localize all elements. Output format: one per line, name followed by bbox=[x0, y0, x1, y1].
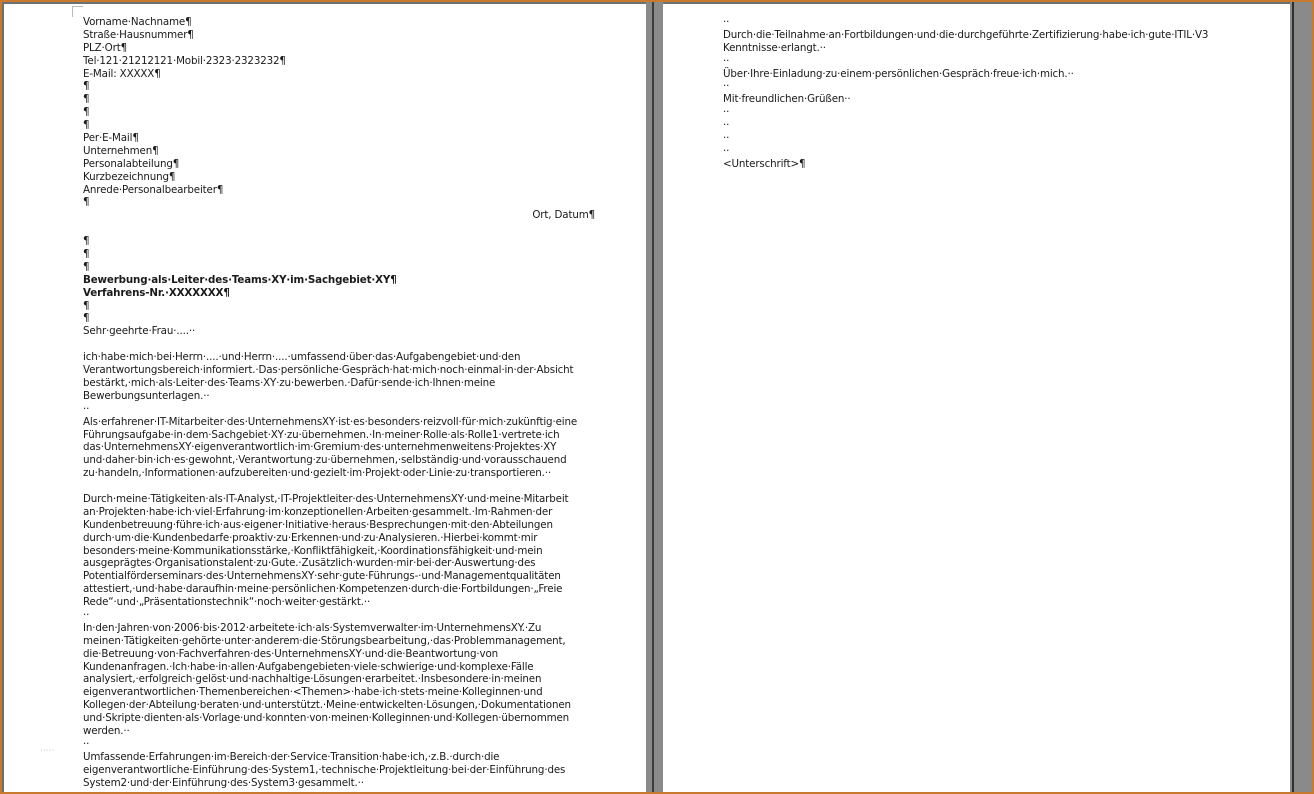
text-line[interactable]: System2·und·der·Einführung·des·System3·gesammelt.·· bbox=[83, 776, 364, 789]
text-line[interactable]: an·Projekten·habe·ich·viel·Erfahrung·im·konzeptionellen·Arbeiten·gesammelt.·Im·Rahmen·der bbox=[83, 505, 553, 518]
text-line[interactable]: ·· bbox=[723, 80, 730, 93]
text-line[interactable]: Durch·die·Teilnahme·an·Fortbildungen·und·die·durchgeführte·Zertifizierung·habe·ich·gute·ITIL·V3 bbox=[723, 28, 1209, 41]
text-line[interactable]: zu·handeln,·Informationen·aufzubereiten·und·gezielt·im·Projekt·oder·Linie·zu·transportieren.·· bbox=[83, 467, 552, 480]
text-line[interactable]: bestärkt,·mich·als·Leiter·des·Teams·XY·zu·bewerben.·Dafür·sende·ich·Ihnen·meine bbox=[83, 376, 496, 389]
text-line[interactable]: Unternehmen¶ bbox=[83, 144, 159, 157]
text-line[interactable]: Kurzbezeichnung¶ bbox=[83, 170, 176, 183]
text-line[interactable]: eigenverantwortliche·Einführung·des·System1,·technische·Projektleitung·bei·der·Einführung·des bbox=[83, 763, 566, 776]
text-line[interactable]: ¶ bbox=[83, 260, 90, 273]
text-line[interactable]: Kenntnisse·erlangt.·· bbox=[723, 41, 826, 54]
text-line[interactable]: Tel·121·21212121·Mobil·2323·2323232¶ bbox=[83, 54, 286, 67]
text-line[interactable]: und·Skripte·dienten·als·Vorlage·und·konnten·von·meinen·Kolleginnen·und·Kollegen·übernommen bbox=[83, 712, 570, 725]
text-line[interactable]: Vorname·Nachname¶ bbox=[83, 16, 192, 28]
text-line[interactable]: ¶ bbox=[83, 299, 90, 312]
text-line[interactable]: durch·um·die·Kundenbedarfe·proaktiv·zu·Erkennen·und·zu·Analysieren.·Hierbei·kommt·mir bbox=[83, 531, 538, 544]
text-line[interactable] bbox=[83, 480, 595, 493]
text-line[interactable]: Umfassende·Erfahrungen·im·Bereich·der·Service·Transition·habe·ich,·z.B.·durch·die bbox=[83, 750, 500, 763]
text-line[interactable]: werden.·· bbox=[83, 724, 130, 737]
text-line[interactable]: ¶ bbox=[83, 119, 90, 132]
text-line[interactable]: ¶ bbox=[83, 235, 90, 248]
text-line[interactable]: analysiert,·erfolgreich·gelöst·und·nachhaltige·Lösungen·erarbeitet.·Insbesondere·in·meinen bbox=[83, 673, 542, 686]
text-line[interactable]: In·den·Jahren·von·2006·bis·2012·arbeitete·ich·als·Systemverwalter·im·UnternehmensXY.·Zu bbox=[83, 621, 542, 634]
text-line[interactable]: Bewerbungsunterlagen.·· bbox=[83, 389, 210, 402]
text-line[interactable]: Kundenanfragen.·Ich·habe·in·allen·Aufgabengebieten·viele·schwierige·und·komplexe·Fälle bbox=[83, 660, 534, 673]
text-line[interactable]: Führungsaufgabe·in·dem·Sachgebiet·XY·zu·übernehmen.·In·meiner·Rolle·als·Rolle1·vertrete·ich bbox=[83, 428, 560, 441]
text-line[interactable]: ·· bbox=[723, 54, 730, 67]
text-line[interactable]: Sehr·geehrte·Frau·....·· bbox=[83, 325, 196, 338]
text-line[interactable]: Mit·freundlichen·Grüßen·· bbox=[723, 93, 851, 106]
text-line[interactable]: PLZ·Ort¶ bbox=[83, 41, 127, 54]
text-line[interactable]: Personalabteilung¶ bbox=[83, 157, 180, 170]
text-line[interactable]: und·daher·bin·ich·es·gewohnt,·Verantwortung·zu·übernehmen,·selbständig·und·vorausschauend bbox=[83, 454, 567, 467]
text-line[interactable]: Potentialförderseminars·des·UnternehmensXY·sehr·gute·Führungs-·und·Managementqualitäten bbox=[83, 570, 561, 583]
text-line[interactable]: besonders·meine·Kommunikationsstärke,·Konfliktfähigkeit,·Koordinationsfähigkeit·und·mein bbox=[83, 544, 543, 557]
text-line[interactable]: ·· bbox=[723, 119, 730, 132]
text-line[interactable]: Verfahrens-Nr.·XXXXXXX¶ bbox=[83, 286, 230, 299]
text-line[interactable]: ¶ bbox=[83, 106, 90, 119]
right-edge-line bbox=[1292, 2, 1294, 792]
page-divider bbox=[652, 2, 654, 792]
document-page-2[interactable] bbox=[663, 4, 1290, 792]
text-line[interactable]: Anrede·Personalbearbeiter¶ bbox=[83, 183, 224, 196]
document-viewer bbox=[2, 2, 1312, 792]
text-line[interactable]: Straße·Hausnummer¶ bbox=[83, 28, 194, 41]
page-1-text-body[interactable] bbox=[83, 16, 595, 789]
text-line[interactable]: Kollegen·der·Abteilung·beraten·und·unterstützt.·Meine·entwickelten·Lösungen,·Dokumentationen bbox=[83, 699, 571, 712]
text-line[interactable]: Bewerbung·als·Leiter·des·Teams·XY·im·Sachgebiet·XY¶ bbox=[83, 273, 397, 286]
text-line[interactable]: ·· bbox=[83, 737, 90, 750]
page-footer-mark: ····· bbox=[40, 746, 55, 756]
text-line[interactable]: ausgeprägtes·Organisationstalent·zu·Gute.·Zusätzlich·wurden·mir·bei·der·Auswertung·des bbox=[83, 557, 536, 570]
text-line[interactable]: ·· bbox=[83, 402, 90, 415]
text-line[interactable]: Per·E-Mail¶ bbox=[83, 132, 139, 145]
text-line[interactable]: ·· bbox=[723, 16, 730, 28]
text-line[interactable]: Verantwortungsbereich·informiert.·Das·persönliche·Gespräch·hat·mich·noch·einmal·in·der·Absicht bbox=[83, 364, 574, 377]
document-page-1[interactable] bbox=[4, 4, 646, 792]
text-line[interactable]: attestiert,·und·habe·daraufhin·meine·persönlichen·Kompetenzen·durch·die·Fortbildungen·„Freie bbox=[83, 583, 563, 596]
text-line[interactable]: <Unterschrift>¶ bbox=[723, 157, 806, 170]
text-line[interactable]: Kundenbetreuung·führe·ich·aus·eigener·Initiative·heraus·Besprechungen·mit·den·Abteilungen bbox=[83, 518, 553, 531]
text-line[interactable]: die·Betreuung·von·Fachverfahren·des·UnternehmensXY·und·die·Beantwortung·von bbox=[83, 647, 499, 660]
text-line[interactable]: ·· bbox=[723, 132, 730, 145]
text-line[interactable]: ¶ bbox=[83, 93, 90, 106]
text-line[interactable]: ·· bbox=[723, 106, 730, 119]
text-line[interactable]: ¶ bbox=[83, 312, 90, 325]
margin-corner-mark bbox=[72, 6, 83, 17]
text-line[interactable]: ¶ bbox=[83, 196, 90, 209]
text-line[interactable]: ¶ bbox=[83, 80, 90, 93]
text-line[interactable]: ¶ bbox=[83, 248, 90, 261]
text-line[interactable]: ich·habe·mich·bei·Herrn·....·und·Herrn·....·umfassend·über·das·Aufgabengebiet·und·den bbox=[83, 351, 521, 364]
text-line[interactable]: ·· bbox=[83, 608, 90, 621]
text-line[interactable]: ·· bbox=[723, 144, 730, 157]
text-line[interactable]: das·UnternehmensXY·eigenverantwortlich·im·Gremium·des·unternehmenweitens·Projektes·XY bbox=[83, 441, 557, 454]
text-line[interactable]: eigenverantwortlichen·Themenbereichen·<Themen>·habe·ich·stets·meine·Kolleginnen·und bbox=[83, 686, 543, 699]
page-gap bbox=[646, 2, 663, 792]
page-2-text-body[interactable] bbox=[723, 16, 1223, 171]
text-line[interactable]: Rede“·und·„Präsentationstechnik“·noch·weiter·gestärkt.·· bbox=[83, 596, 371, 609]
text-line[interactable]: Ort, Datum¶ bbox=[532, 209, 595, 222]
text-line[interactable]: E-Mail: XXXXX¶ bbox=[83, 67, 161, 80]
text-line[interactable] bbox=[83, 222, 595, 235]
text-line[interactable]: Durch·meine·Tätigkeiten·als·IT-Analyst,·IT-Projektleiter·des·UnternehmensXY·und·meine·Mitarbeit bbox=[83, 492, 569, 505]
text-line[interactable]: Über·Ihre·Einladung·zu·einem·persönlichen·Gespräch·freue·ich·mich.·· bbox=[723, 67, 1074, 80]
text-line[interactable] bbox=[83, 338, 595, 351]
text-line[interactable]: meinen·Tätigkeiten·gehörte·unter·anderem·die·Störungsbearbeitung,·das·Problemmanagement, bbox=[83, 634, 566, 647]
text-line[interactable]: Als·erfahrener·IT-Mitarbeiter·des·UnternehmensXY·ist·es·besonders·reizvoll·für·mich·zukünftig·eine bbox=[83, 415, 578, 428]
